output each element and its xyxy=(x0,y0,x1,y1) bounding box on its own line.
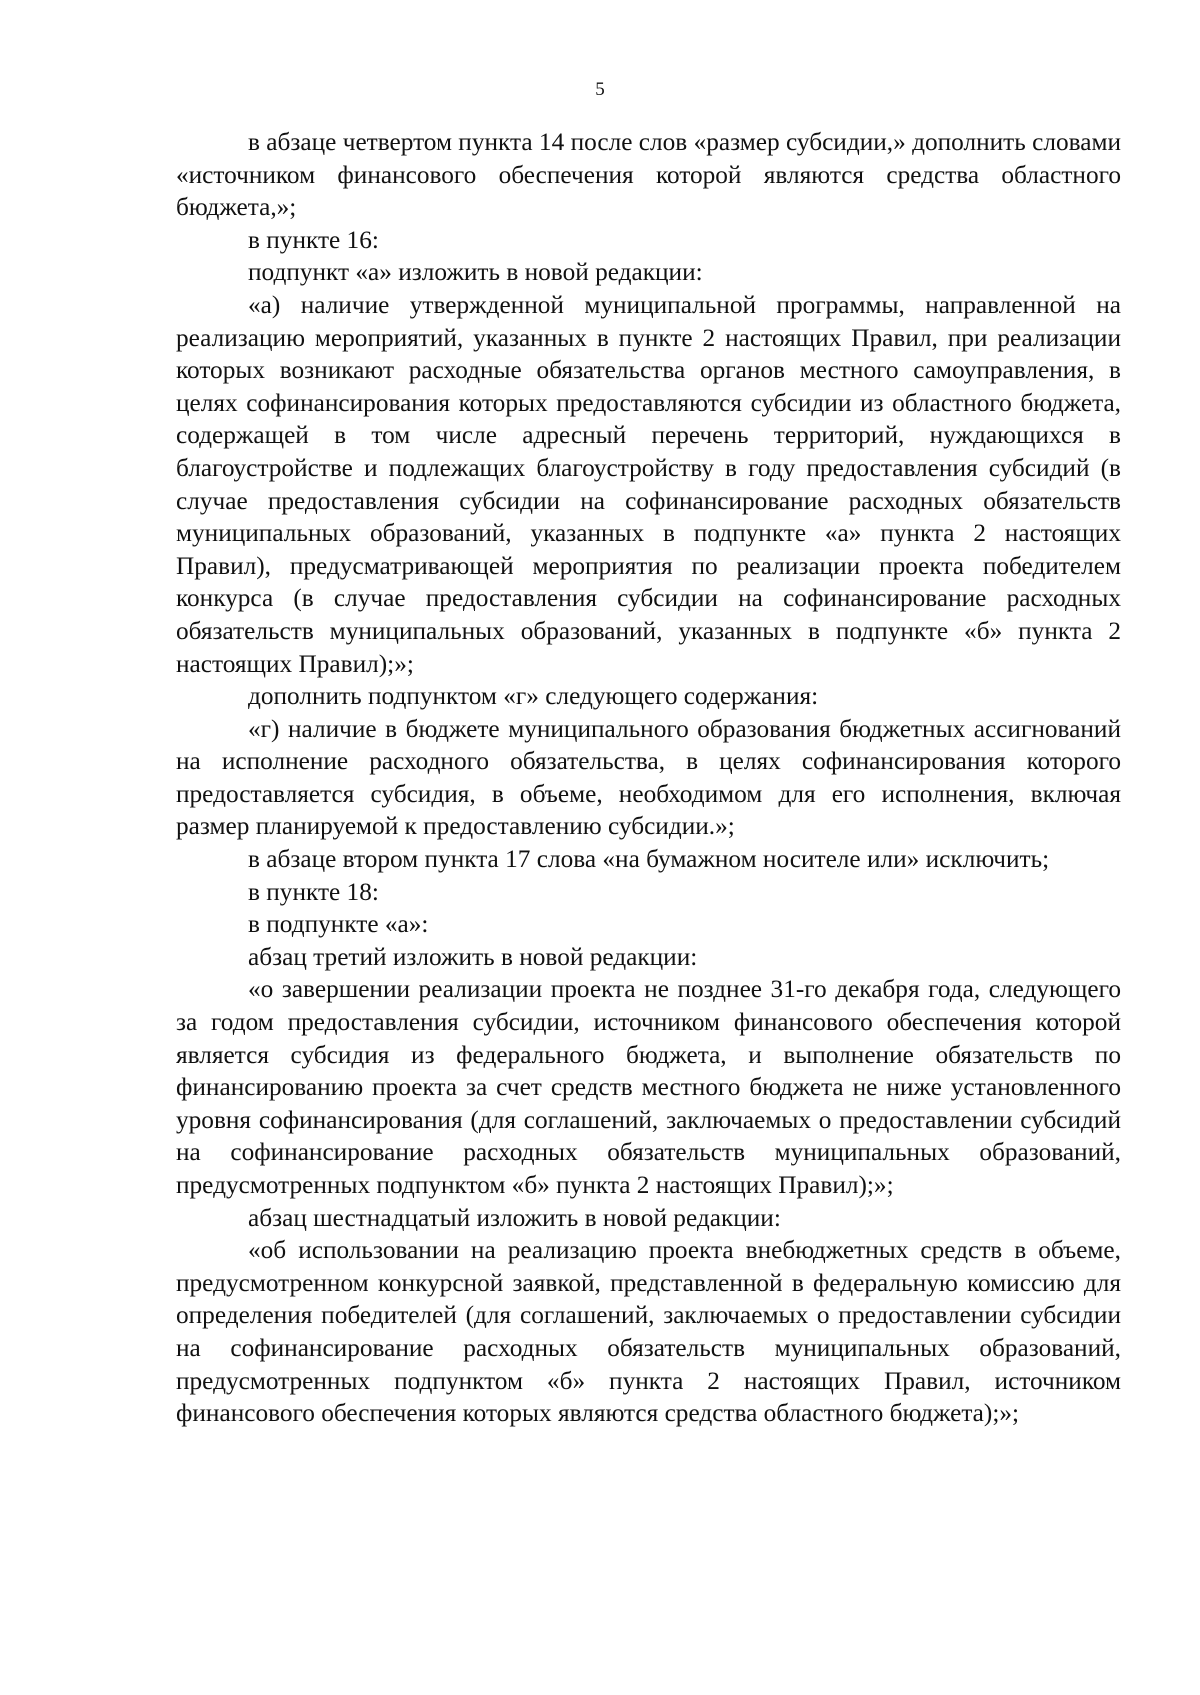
paragraph: дополнить подпунктом «г» следующего содержания: xyxy=(248,682,819,711)
paragraph: в пункте 18: xyxy=(248,877,379,906)
page-number: 5 xyxy=(595,79,605,100)
paragraph: «а) наличие утвержденной муниципальной программы, направленной на реализацию мероприятий, указанных в пункте 2 настоящих Правил, при реализации которых возникают расходные обязательства органов местного самоуправления, в целях софинансирования которых предоставляются субсидии из областного бюджета, содержащей в том числе адресный перечень территорий, нуждающихся в благоустройстве и подлежащих благоустройству в году предоставления субсидий (в случае предоставления субсидии на софинансирование расходных обязательств муниципальных образований, указанных в подпункте «а» пункта 2 настоящих Правил), предусматривающей мероприятия по реализации проекта победителем конкурса (в случае предоставления субсидии на софинансирование расходных обязательств муниципальных образований, указанных в подпункте «б» пункта 2 настоящих Правил);»; xyxy=(176,290,1121,678)
paragraph: абзац третий изложить в новой редакции: xyxy=(248,942,698,971)
paragraph: «о завершении реализации проекта не позднее 31-го декабря года, следующего за годом предоставления субсидии, источником финансового обеспечения которой является субсидия из федерального бюджета, и выполнение обязательств по финансированию проекта за счет средств местного бюджета не ниже установленного уровня софинансирования (для соглашений, заключаемых о предоставлении субсидий на софинансирование расходных обязательств муниципальных образований, предусмотренных подпунктом «б» пункта 2 настоящих Правил);»; xyxy=(176,975,1121,1199)
paragraph: в пункте 16: xyxy=(248,225,379,254)
paragraph: подпункт «а» изложить в новой редакции: xyxy=(248,258,703,287)
paragraph: абзац шестнадцатый изложить в новой редакции: xyxy=(248,1203,781,1232)
paragraph: в абзаце втором пункта 17 слова «на бумажном носителе или» исключить; xyxy=(248,845,1050,874)
paragraph: в абзаце четвертом пункта 14 после слов «размер субсидии,» дополнить словами «источником финансового обеспечения которой являются средства областного бюджета,»; xyxy=(176,128,1121,222)
paragraph: в подпункте «а»: xyxy=(248,910,429,939)
document-body xyxy=(176,126,1121,1430)
paragraph: «об использовании на реализацию проекта внебюджетных средств в объеме, предусмотренном конкурсной заявкой, представленной в федеральную комиссию для определения победителей (для соглашений, заключаемых о предоставлении субсидии на софинансирование расходных обязательств муниципальных образований, предусмотренных подпунктом «б» пункта 2 настоящих Правил, источником финансового обеспечения которых являются средства областного бюджета);»; xyxy=(176,1236,1121,1428)
paragraph: «г) наличие в бюджете муниципального образования бюджетных ассигнований на исполнение расходного обязательства, в целях софинансирования которого предоставляется субсидия, в объеме, необходимом для его исполнения, включая размер планируемой к предоставлению субсидии.»; xyxy=(176,714,1121,841)
